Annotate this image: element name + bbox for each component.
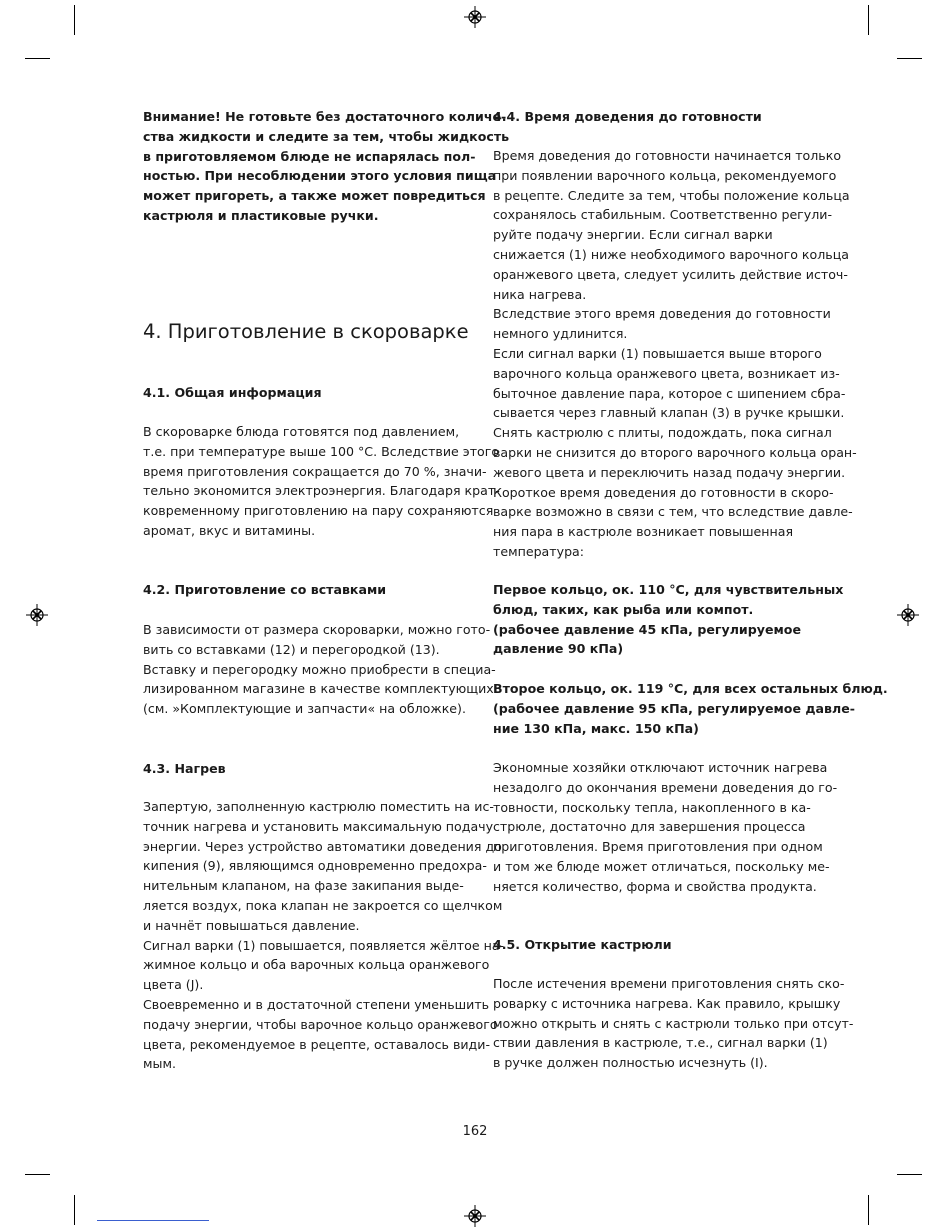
text-line: т.е. при температуре выше 100 °С. Вследствие этого	[143, 443, 500, 459]
text-line: Второе кольцо, ок. 119 °С, для всех остальных блюд.	[493, 681, 888, 696]
text-line: ляется воздух, пока клапан не закроется со щелчком	[143, 897, 503, 913]
text-line: ния пара в кастрюле возникает повышенная	[493, 524, 794, 540]
crop-mark	[74, 1195, 75, 1225]
text-line: Вставку и перегородку можно приобрести в специа-	[143, 661, 496, 677]
text-line: в приготовляемом блюде не испарялась пол-	[143, 148, 476, 164]
text-line: незадолго до окончания времени доведения до го-	[493, 779, 838, 795]
section-4-2-body	[143, 620, 496, 719]
text-line: ковременному приготовлению на пару сохраняются	[143, 503, 494, 519]
text-line: няется количество, форма и свойства продукта.	[493, 878, 817, 894]
section-4-2-title: 4.2. Приготовление со вставками	[143, 582, 387, 597]
text-line: быточное давление пара, которое с шипением сбра-	[493, 385, 846, 401]
text-line: точник нагрева и установить максимальную подачу	[143, 818, 494, 834]
text-line: немного удлинится.	[493, 326, 628, 342]
text-line: варки не снизится до второго варочного кольца оран-	[493, 444, 857, 460]
text-line: Время доведения до готовности начинается только	[493, 148, 842, 163]
text-line: нительным клапаном, на фазе закипания выде-	[143, 878, 464, 894]
section-4-4-title: 4.4. Время доведения до готовности	[493, 109, 762, 124]
text-line: ностью. При несоблюдении этого условия пища	[143, 168, 497, 184]
section-4-5-body	[493, 974, 854, 1073]
link-underline	[97, 1220, 209, 1221]
registration-mark-icon	[464, 1205, 486, 1227]
text-line: Внимание! Не готовьте без достаточного количе-	[143, 109, 507, 124]
text-line: В зависимости от размера скороварки, можно гото-	[143, 622, 491, 637]
text-line: энергии. Через устройство автоматики доведения до	[143, 838, 502, 854]
text-line: и начнёт повышаться давление.	[143, 917, 360, 933]
text-line: Короткое время доведения до готовности в скоро-	[493, 484, 834, 500]
text-line: Сигнал варки (1) повышается, появляется жёлтое на-	[143, 937, 505, 953]
text-line: ника нагрева.	[493, 286, 587, 302]
crop-mark	[868, 1195, 869, 1225]
text-line: приготовления. Время приготовления при одном	[493, 839, 823, 855]
text-line: сохранялось стабильным. Соответственно регули-	[493, 207, 833, 223]
text-line: давление 90 кПа)	[493, 641, 624, 657]
text-line: ствии давления в кастрюле, т.е., сигнал варки (1)	[493, 1035, 828, 1051]
text-line: аромат, вкус и витамины.	[143, 522, 316, 538]
text-line: (рабочее давление 45 кПа, регулируемое	[493, 621, 801, 637]
text-line: цвета, рекомендуемое в рецепте, оставалось види-	[143, 1036, 490, 1052]
text-line: цвета (J).	[143, 977, 204, 993]
text-line: жимное кольцо и оба варочных кольца оранжевого	[143, 957, 490, 973]
text-line: Вследствие этого время доведения до готовности	[493, 306, 831, 322]
crop-mark	[25, 58, 50, 59]
text-line: Первое кольцо, ок. 110 °С, для чувствительных	[493, 582, 844, 597]
text-line: варочного кольца оранжевого цвета, возникает из-	[493, 365, 840, 381]
text-line: может пригореть, а также может повредиться	[143, 188, 486, 204]
section-4-5-title: 4.5. Открытие кастрюли	[493, 937, 672, 952]
text-line: ние 130 кПа, макс. 150 кПа)	[493, 720, 699, 736]
section-4-1-body	[143, 422, 500, 541]
text-line: Своевременно и в достаточной степени уменьшить	[143, 996, 490, 1012]
crop-mark	[897, 58, 922, 59]
ring1-paragraph	[493, 580, 844, 659]
text-line: жевого цвета и переключить назад подачу энергии.	[493, 464, 846, 480]
text-line: можно открыть и снять с кастрюли только при отсут-	[493, 1015, 854, 1031]
section-4-4-body	[493, 146, 857, 562]
text-line: варке возможно в связи с тем, что вследствие давле-	[493, 504, 853, 520]
text-line: время приготовления сокращается до 70 %, значи-	[143, 463, 487, 479]
text-line: подачу энергии, чтобы варочное кольцо оранжевого	[143, 1016, 498, 1032]
text-line: блюд, таких, как рыба или компот.	[493, 601, 754, 617]
text-line: Если сигнал варки (1) повышается выше второго	[493, 345, 822, 361]
registration-mark-icon	[464, 6, 486, 28]
text-line: в ручке должен полностью исчезнуть (I).	[493, 1055, 768, 1071]
ring2-paragraph	[493, 679, 888, 738]
economy-paragraph	[493, 758, 838, 897]
section-4-1-title: 4.1. Общая информация	[143, 385, 322, 400]
section-4-3-body	[143, 797, 505, 1074]
text-line: Экономные хозяйки отключают источник нагрева	[493, 760, 828, 775]
section-4-3-title: 4.3. Нагрев	[143, 761, 226, 776]
text-line: и том же блюде может отличаться, поскольку ме-	[493, 858, 830, 874]
registration-mark-icon	[897, 604, 919, 626]
text-line: в рецепте. Следите за тем, чтобы положение кольца	[493, 187, 850, 203]
text-line: при появлении варочного кольца, рекомендуемого	[493, 167, 837, 183]
text-line: товности, поскольку тепла, накопленного в ка-	[493, 799, 811, 815]
text-line: вить со вставками (12) и перегородкой (13).	[143, 641, 440, 657]
crop-mark	[25, 1174, 50, 1175]
text-line: Запертую, заполненную кастрюлю поместить на ис-	[143, 799, 494, 814]
text-line: кастрюля и пластиковые ручки.	[143, 207, 379, 223]
text-line: температура:	[493, 543, 585, 559]
text-line: лизированном магазине в качестве комплектующих	[143, 681, 494, 697]
text-line: роварку с источника нагрева. Как правило, крышку	[493, 995, 841, 1011]
text-line: В скороварке блюда готовятся под давлением,	[143, 424, 460, 439]
text-line: Снять кастрюлю с плиты, подождать, пока сигнал	[493, 425, 832, 441]
crop-mark	[897, 1174, 922, 1175]
text-line: (см. »Комплектующие и запчасти« на обложке).	[143, 701, 466, 717]
text-line: (рабочее давление 95 кПа, регулируемое давле-	[493, 700, 856, 716]
text-line: руйте подачу энергии. Если сигнал варки	[493, 227, 773, 243]
text-line: кипения (9), являющимся одновременно предохра-	[143, 858, 487, 874]
crop-mark	[74, 5, 75, 35]
registration-mark-icon	[26, 604, 48, 626]
text-line: снижается (1) ниже необходимого варочного кольца	[493, 246, 850, 262]
text-line: тельно экономится электроэнергия. Благодаря крат-	[143, 483, 500, 499]
text-line: мым.	[143, 1056, 176, 1072]
warning-paragraph	[143, 107, 510, 226]
text-line: оранжевого цвета, следует усилить действие источ-	[493, 266, 848, 282]
chapter-title: 4. Приготовление в скороварке	[143, 320, 469, 343]
text-line: После истечения времени приготовления снять ско-	[493, 976, 845, 991]
crop-mark	[868, 5, 869, 35]
text-line: ства жидкости и следите за тем, чтобы жидкость	[143, 128, 510, 144]
text-line: стрюле, достаточно для завершения процесса	[493, 819, 806, 835]
text-line: сывается через главный клапан (3) в ручке крышки.	[493, 405, 845, 421]
page-number: 162	[462, 1124, 488, 1139]
